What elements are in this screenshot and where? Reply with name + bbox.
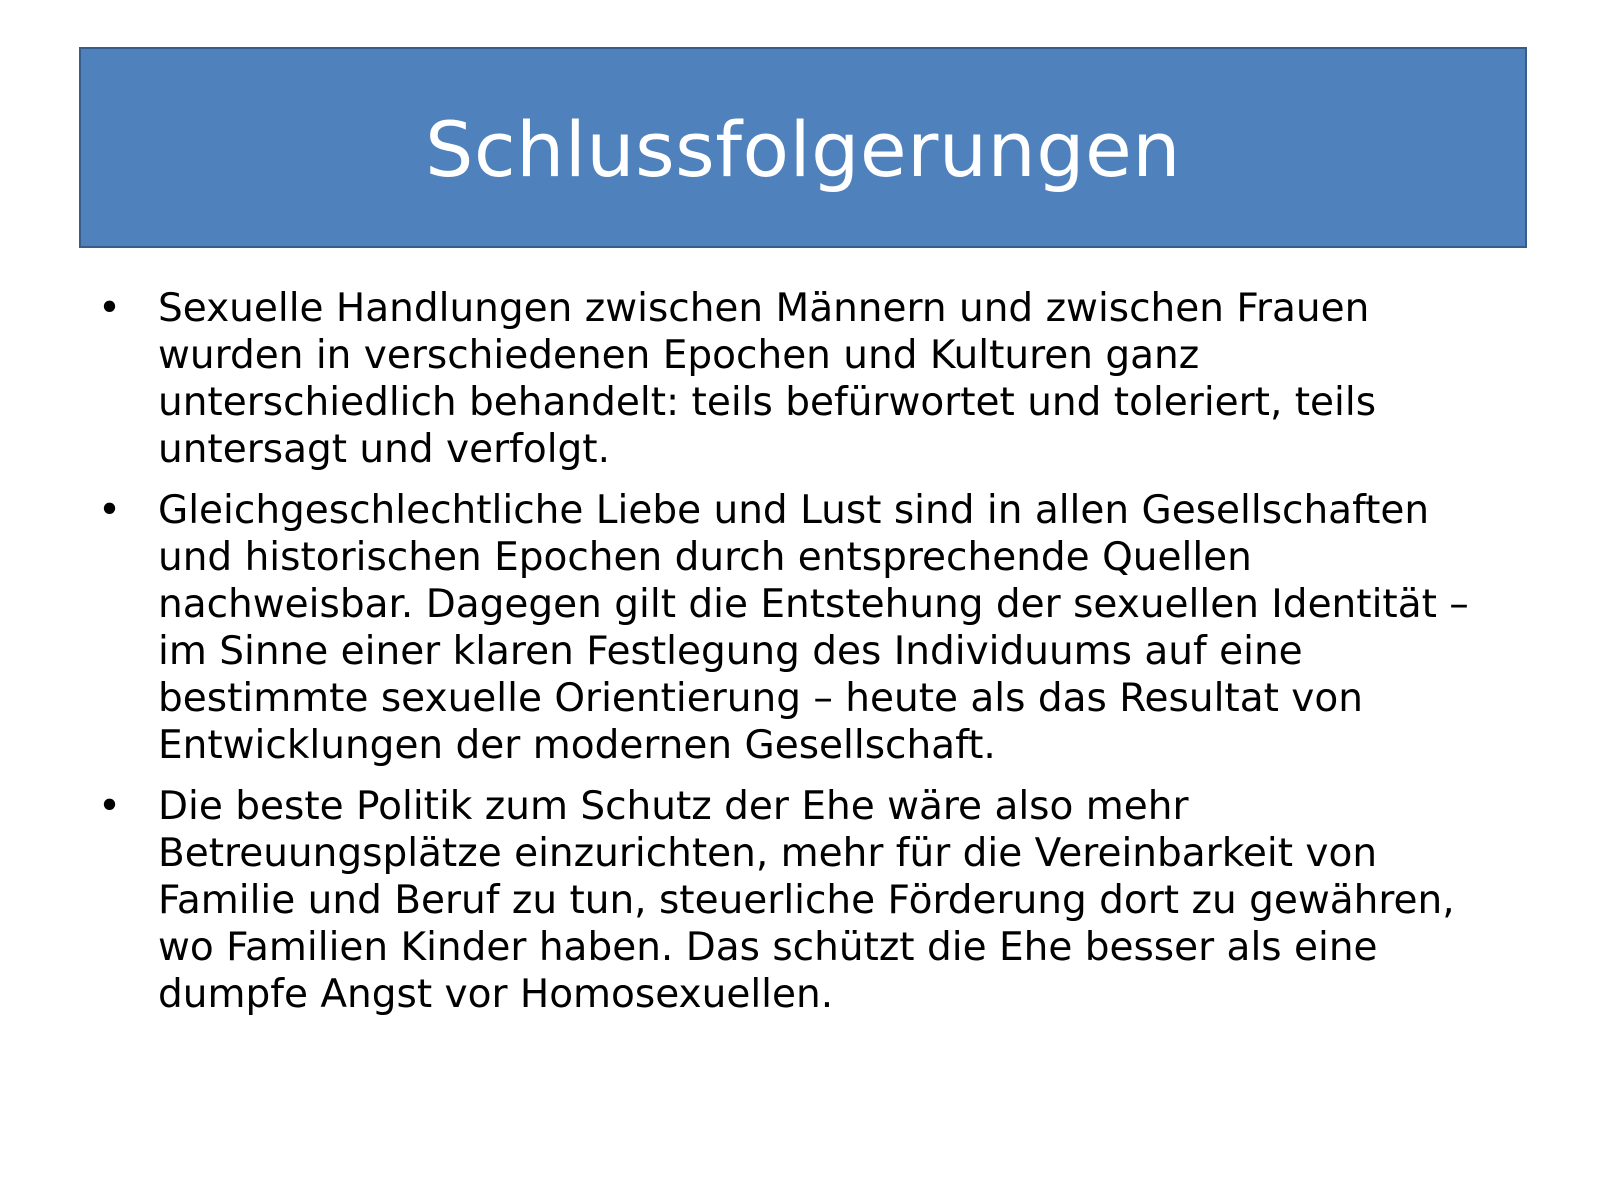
bullet-item	[0, 487, 1600, 769]
slide-title: Schlussfolgerungen	[425, 104, 1181, 194]
bullet-marker: •	[98, 286, 122, 331]
bullet-item	[0, 783, 1600, 1018]
bullet-item	[0, 285, 1600, 473]
bullet-marker: •	[98, 784, 122, 829]
bullet-text: Gleichgeschlechtliche Liebe und Lust sind in allen Gesellschaften und historischen Epochen durch entsprechende Quellen nachweisbar. Dagegen gilt die Entstehung der sexuellen Identität – im Sinne einer klaren Festlegung des Individuums auf eine bestimmte sexuelle Orientierung – heute als das Resultat von Entwicklungen der modernen Gesellschaft.	[158, 488, 1469, 768]
bullet-list	[0, 285, 1600, 1032]
bullet-marker: •	[98, 488, 122, 533]
bullet-text: Die beste Politik zum Schutz der Ehe wäre also mehr Betreuungsplätze einzurichten, mehr für die Vereinbarkeit von Familie und Beruf zu tun, steuerliche Förderung dort zu gewähren, wo Familien Kinder haben. Das schützt die Ehe besser als eine dumpfe Angst vor Homosexuellen.	[158, 784, 1455, 1017]
title-banner	[79, 47, 1527, 248]
bullet-text: Sexuelle Handlungen zwischen Männern und zwischen Frauen wurden in verschiedenen Epochen und Kulturen ganz unterschiedlich behandelt: teils befürwortet und toleriert, teils untersagt und verfolgt.	[158, 286, 1377, 472]
